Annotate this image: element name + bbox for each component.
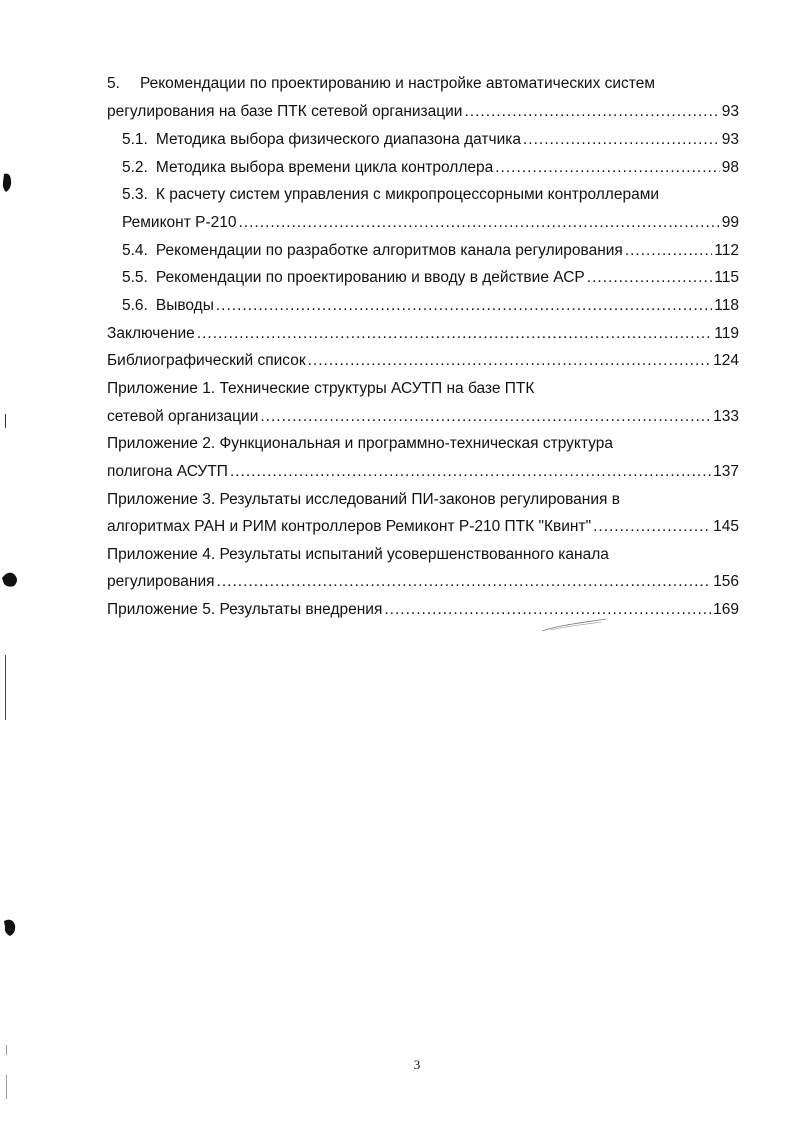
scan-edge-tick: [5, 414, 6, 428]
toc-entry-text: полигона АСУТП: [107, 463, 228, 480]
toc-page-number: 124: [713, 352, 739, 369]
toc-leader-dots: [587, 267, 713, 289]
scan-edge-line: [5, 655, 6, 720]
toc-entry-text: Приложение 5. Результаты внедрения: [107, 601, 383, 618]
toc-leader-dots: [230, 461, 711, 483]
toc-entry-number: 5.5.: [122, 269, 148, 286]
binding-hole-mark: [0, 568, 22, 590]
toc-page-number: 99: [721, 214, 739, 231]
toc-entry-appendix-4: [107, 544, 739, 566]
toc-entry-text: Выводы: [155, 297, 214, 314]
toc-entry-text: Методика выбора физического диапазона датчика: [155, 131, 521, 148]
toc-entry-number: 5.: [107, 75, 120, 92]
toc-entry-appendix-1-continuation: [107, 406, 739, 428]
toc-entry-text: Рекомендации по проектированию и вводу в действие АСР: [155, 269, 585, 286]
toc-entry-5-continuation: [107, 101, 739, 123]
toc-leader-dots: [260, 406, 711, 428]
toc-entry-text: Приложение 1. Технические структуры АСУТП на базе ПТК: [107, 380, 535, 397]
toc-leader-dots: [625, 240, 712, 262]
scan-edge-tick: [6, 1075, 7, 1099]
toc-entry-text: алгоритмах РАН и РИМ контроллеров Ремиконт Р-210 ПТК "Квинт": [107, 518, 592, 535]
toc-leader-dots: [464, 101, 719, 123]
toc-leader-dots: [197, 323, 712, 345]
toc-entry-appendix-2: [107, 433, 739, 455]
toc-entry-appendix-4-continuation: [107, 571, 739, 593]
toc-entry-text: Приложение 4. Результаты испытаний усовершенствованного канала: [107, 546, 609, 563]
toc-entry-number: 5.3.: [122, 186, 148, 203]
pen-stroke-mark: [540, 615, 610, 635]
toc-page-number: 112: [714, 242, 739, 259]
toc-entry-conclusion: [107, 323, 739, 345]
binding-hole-mark: [0, 915, 22, 939]
toc-page-number: 145: [713, 518, 739, 535]
toc-page-number: 93: [721, 131, 739, 148]
toc-entry-bibliography: [107, 350, 739, 372]
toc-entry-text: Заключение: [107, 325, 195, 342]
toc-entry-number: 5.6.: [122, 297, 148, 314]
toc-page-number: 93: [721, 103, 739, 120]
toc-page-number: 118: [714, 297, 739, 314]
toc-entry-number: 5.2.: [122, 159, 148, 176]
toc-entry-text: Библиографический список: [107, 352, 306, 369]
toc-entry-text: Приложение 2. Функциональная и программно-техническая структура: [107, 435, 613, 452]
toc-page-number: 98: [721, 159, 739, 176]
toc-entry-5-6: [122, 295, 739, 317]
toc-entry-text: регулирования на базе ПТК сетевой организации: [107, 103, 463, 120]
toc-entry-text: Ремиконт Р-210: [122, 214, 237, 231]
toc-entry-appendix-3: [107, 489, 739, 511]
toc-page-number: 137: [713, 463, 739, 480]
toc-entry-5-3-continuation: [122, 212, 739, 234]
toc-entry-text: Рекомендации по разработке алгоритмов канала регулирования: [155, 242, 623, 259]
toc-entry-5-heading: [107, 73, 739, 95]
toc-entry-text: сетевой организации: [107, 408, 259, 425]
toc-entry-text: К расчету систем управления с микропроцессорными контроллерами: [155, 186, 660, 203]
scan-edge-tick: [6, 1045, 7, 1055]
toc-entry-appendix-5: [107, 599, 739, 621]
toc-entry-5-5: [122, 267, 739, 289]
toc-leader-dots: [593, 516, 711, 538]
toc-leader-dots: [217, 571, 712, 593]
toc-entry-number: 5.4.: [122, 242, 148, 259]
toc-leader-dots: [216, 295, 712, 317]
toc-page-number: 133: [713, 408, 739, 425]
toc-page-number: 169: [713, 601, 739, 618]
toc-leader-dots: [239, 212, 720, 234]
toc-entry-5-4: [122, 240, 739, 262]
toc-entry-number: 5.1.: [122, 131, 148, 148]
toc-page-number: 115: [714, 269, 739, 286]
toc-leader-dots: [523, 129, 720, 151]
toc-entry-text: Рекомендации по проектированию и настройке автоматических систем: [139, 75, 655, 92]
binding-hole-mark: [0, 170, 16, 196]
toc-page-number: 156: [713, 573, 739, 590]
toc-entry-text: Методика выбора времени цикла контроллера: [155, 159, 494, 176]
toc-entry-5-2: [122, 157, 739, 179]
toc-entry-appendix-2-continuation: [107, 461, 739, 483]
toc-leader-dots: [308, 350, 712, 372]
toc-entry-appendix-3-continuation: [107, 516, 739, 538]
toc-leader-dots: [495, 157, 720, 179]
toc-entry-5-3: [122, 184, 739, 206]
toc-entry-appendix-1: [107, 378, 739, 400]
toc-entry-5-1: [122, 129, 739, 151]
page-number: 3: [413, 1057, 421, 1072]
toc-entry-text: Приложение 3. Результаты исследований ПИ-законов регулирования в: [107, 491, 620, 508]
toc-page-number: 119: [714, 325, 739, 342]
toc-entry-text: регулирования: [107, 573, 215, 590]
